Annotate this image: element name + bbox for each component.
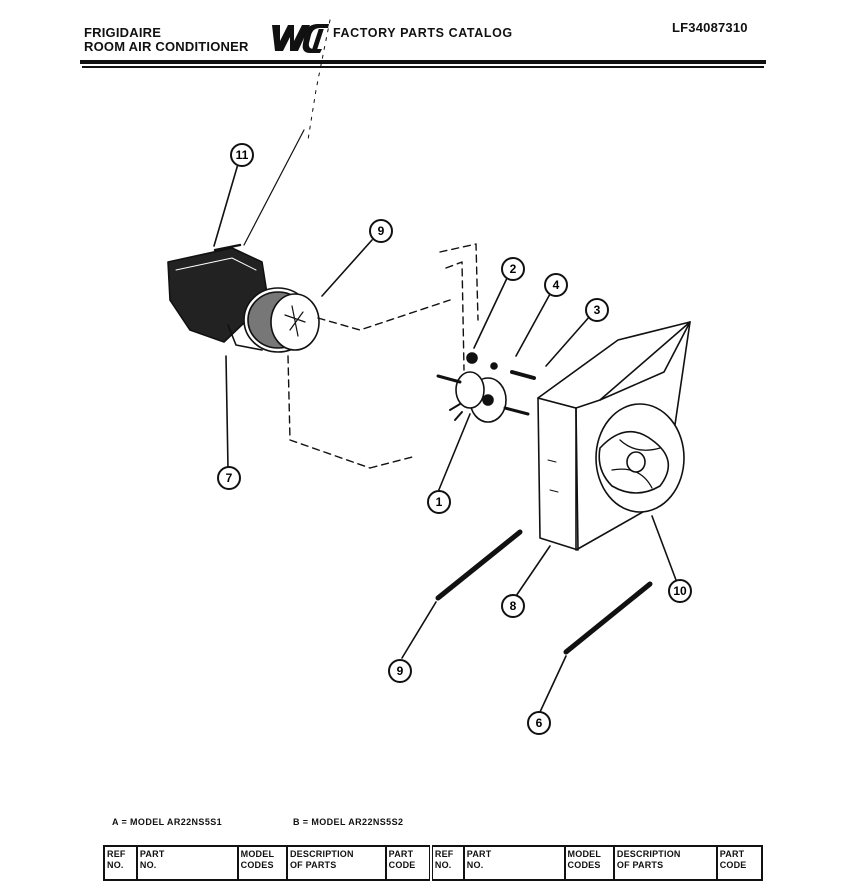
model-legend-b: B = MODEL AR22NS5S2 [293,817,404,827]
callout-1 [428,491,450,513]
callout-4 [545,274,567,296]
callout-10 [669,580,691,602]
table-header-row [104,846,762,880]
rod-lower [566,584,650,652]
callout-label: 9 [396,664,404,678]
callout-8 [502,595,524,617]
callout-label: 4 [552,278,560,292]
callout-label: 6 [535,716,543,730]
model-legend-a: A = MODEL AR22NS5S1 [112,817,223,827]
shroud-assembly [538,322,690,550]
col-part-no-2: PART NO. [464,846,565,880]
col-part-code: PART CODE [386,846,431,880]
blower-housing [168,245,319,352]
dashed-panel [288,244,478,468]
callout-label: 2 [509,262,517,276]
callout-7 [218,467,240,489]
callout-2 [502,258,524,280]
col-ref-no-2: REF NO. [431,846,464,880]
callout-3 [586,299,608,321]
col-description: DESCRIPTION OF PARTS [287,846,386,880]
callout-label: 9 [377,224,385,238]
callout-label: 8 [509,599,517,613]
product-name: ROOM AIR CONDITIONER [84,39,249,54]
col-model-codes: MODEL CODES [238,846,287,880]
callout-6 [528,712,550,734]
rod-upper [438,532,520,598]
fan-motor [438,353,534,422]
callout-label: 3 [593,303,601,317]
callout-9-top [370,220,392,242]
col-ref-no: REF NO. [104,846,137,880]
callout-label: 11 [235,148,249,162]
callout-11 [231,144,253,166]
col-description-2: DESCRIPTION OF PARTS [614,846,717,880]
brand-name: FRIGIDAIRE [84,25,162,40]
catalog-number: LF34087310 [672,20,748,35]
callout-label: 10 [673,584,687,598]
parts-table [103,845,763,881]
callout-label: 1 [435,495,443,509]
col-part-no: PART NO. [137,846,238,880]
callout-9-bottom [389,660,411,682]
col-model-codes-2: MODEL CODES [565,846,614,880]
col-part-code-2: PART CODE [717,846,762,880]
catalog-title: FACTORY PARTS CATALOG [333,26,513,40]
callout-label: 7 [225,471,233,485]
